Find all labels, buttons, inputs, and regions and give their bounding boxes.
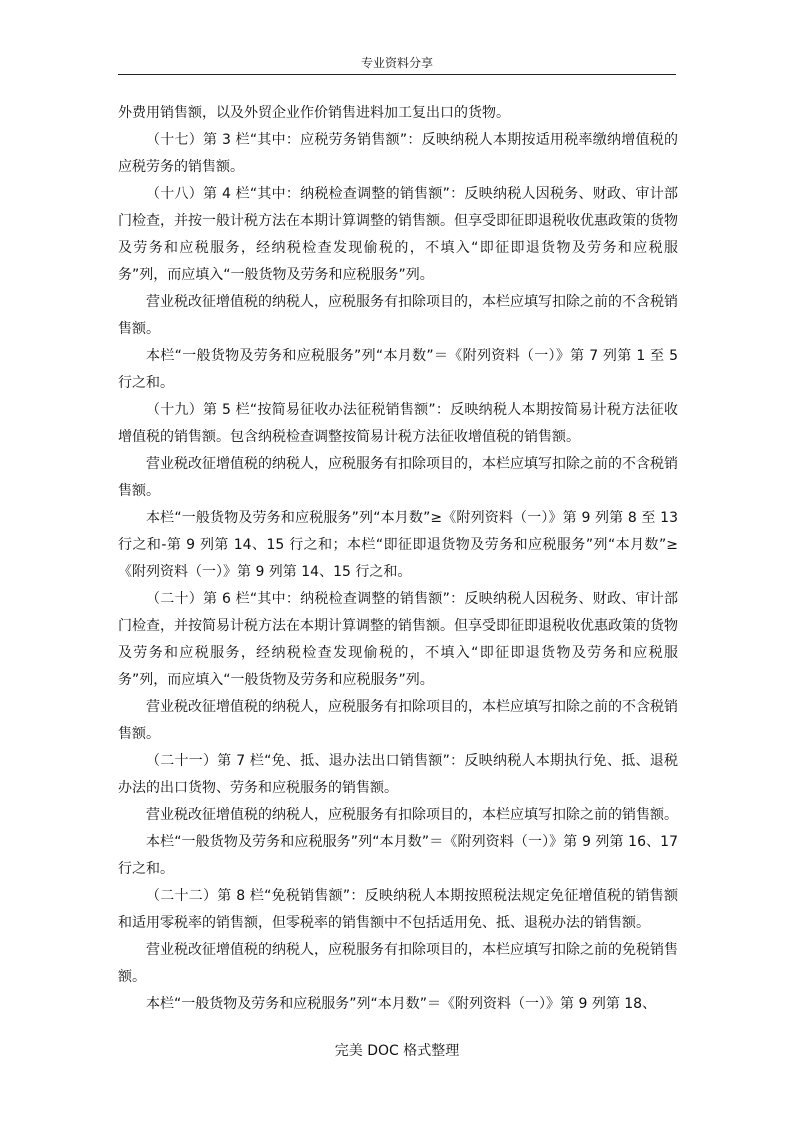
paragraph: 本栏“一般货物及劳务和应税服务”列“本月数”＝《附列资料（一）》第 7 列第 1 至 5 行之和。 <box>118 348 678 391</box>
paragraph: （二十一）第 7 栏“免、抵、退办法出口销售额”：反映纳税人本期执行免、抵、退税办法的出口货物、劳务和应税服务的销售额。 <box>118 753 678 796</box>
document-body <box>118 100 678 1018</box>
paragraph: （十八）第 4 栏“其中：纳税检查调整的销售额”：反映纳税人因税务、财政、审计部门检查，并按一般计税方法在本期计算调整的销售额。但享受即征即退税收优惠政策的货物及劳务和应税服务，经纳税检查发现偷税的，不填入“即征即退货物及劳务和应税服务”列，而应填入“一般货物及劳务和应税服务”列。 <box>118 186 678 283</box>
page-footer: 完美 DOC 格式整理 <box>334 1043 460 1059</box>
paragraph: 营业税改征增值税的纳税人，应税服务有扣除项目的，本栏应填写扣除之前的不含税销售额。 <box>118 294 678 337</box>
paragraph: （二十）第 6 栏“其中：纳税检查调整的销售额”：反映纳税人因税务、财政、审计部门检查，并按简易计税方法在本期计算调整的销售额。但享受即征即退税收优惠政策的货物及劳务和应税服务，经纳税检查发现偷税的，不填入“即征即退货物及劳务和应税服务”列，而应填入“一般货物及劳务和应税服务”列。 <box>118 591 678 688</box>
paragraph: 营业税改征增值税的纳税人，应税服务有扣除项目的，本栏应填写扣除之前的不含税销售额。 <box>118 699 678 742</box>
paragraph: （十九）第 5 栏“按简易征收办法征税销售额”：反映纳税人本期按简易计税方法征收增值税的销售额。包含纳税检查调整按简易计税方法征收增值税的销售额。 <box>118 402 678 445</box>
paragraph: 本栏“一般货物及劳务和应税服务”列“本月数”＝《附列资料（一）》第 9 列第 16、17 行之和。 <box>118 834 678 877</box>
paragraph: （十七）第 3 栏“其中：应税劳务销售额”：反映纳税人本期按适用税率缴纳增值税的应税劳务的销售额。 <box>118 132 678 175</box>
paragraph: 营业税改征增值税的纳税人，应税服务有扣除项目的，本栏应填写扣除之前的免税销售额。 <box>118 942 678 985</box>
paragraph: （二十二）第 8 栏“免税销售额”：反映纳税人本期按照税法规定免征增值税的销售额和适用零税率的销售额，但零税率的销售额中不包括适用免、抵、退税办法的销售额。 <box>118 888 678 931</box>
paragraph: 营业税改征增值税的纳税人，应税服务有扣除项目的，本栏应填写扣除之前的不含税销售额。 <box>118 456 678 499</box>
paragraph: 营业税改征增值税的纳税人，应税服务有扣除项目的，本栏应填写扣除之前的销售额。 <box>146 807 678 823</box>
page-header: 专业资料分享 <box>118 56 676 75</box>
paragraph: 本栏“一般货物及劳务和应税服务”列“本月数”≥《附列资料（一）》第 9 列第 8 至 13 行之和-第 9 列第 14、15 行之和；本栏“即征即退货物及劳务和应税服务”列“本月数”≥《附列资料（一）》第 9 列第 14、15 行之和。 <box>118 510 678 580</box>
paragraph: 本栏“一般货物及劳务和应税服务”列“本月数”＝《附列资料（一）》第 9 列第 18、 <box>146 996 657 1012</box>
paragraph: 外费用销售额，以及外贸企业作价销售进料加工复出口的货物。 <box>118 105 510 121</box>
